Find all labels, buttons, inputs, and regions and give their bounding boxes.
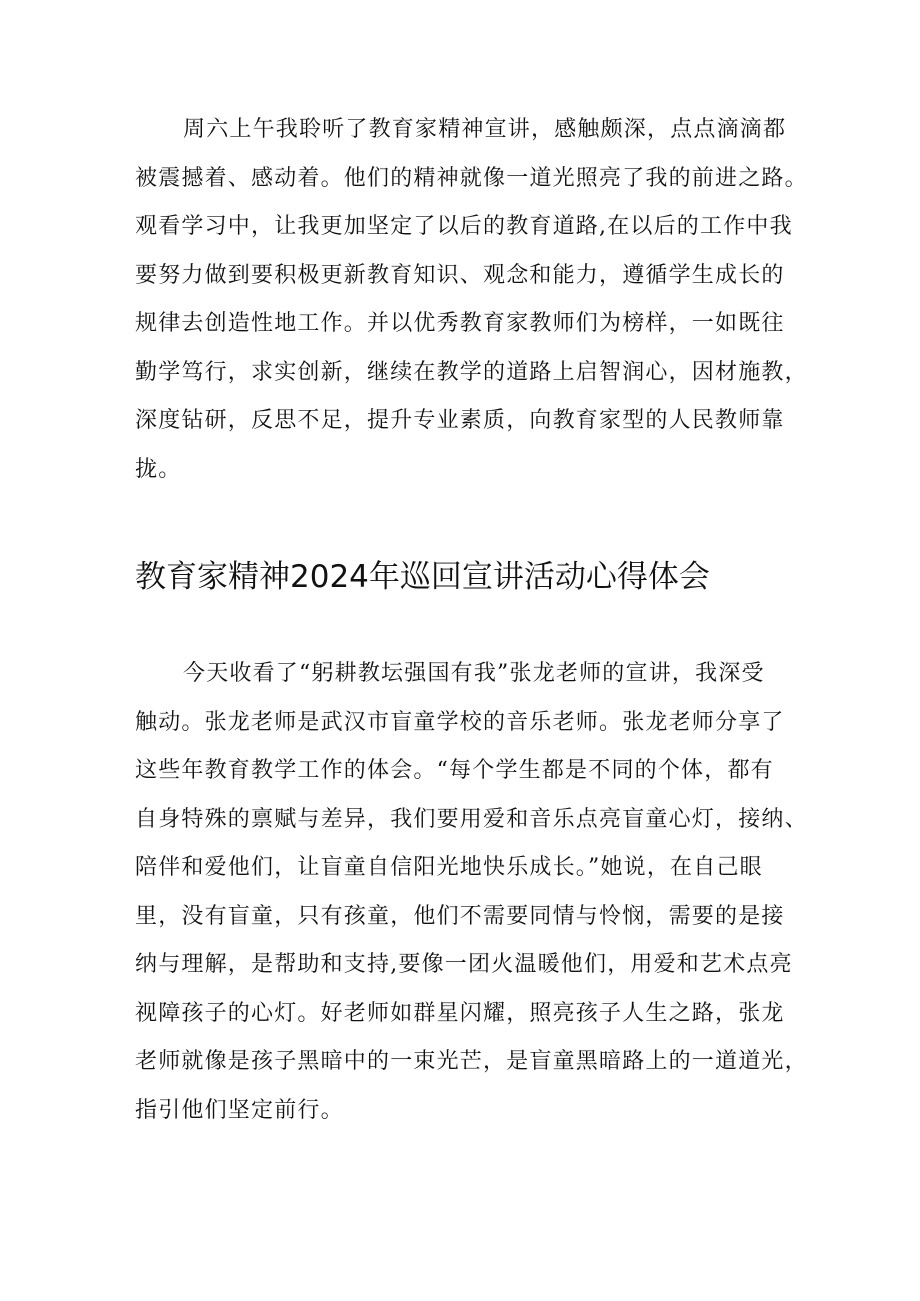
paragraph-line: 观看学习中，让我更加坚定了以后的教育道路,在以后的工作中我 — [135, 214, 793, 239]
paragraph-line: 陪伴和爱他们，让盲童自信阳光地快乐成长。”她说，在自己眼 — [135, 855, 763, 880]
paragraph-line: 这些年教育教学工作的体会。“每个学生都是不同的个体，都有 — [135, 758, 774, 783]
paragraph-line: 深度钻研，反思不足，提升专业素质，向教育家型的人民教师靠 — [135, 408, 785, 433]
paragraph-line: 今天收看了“躬耕教坛强国有我”张龙老师的宣讲，我深受 — [183, 661, 765, 686]
paragraph-line: 拢。 — [135, 456, 182, 482]
paragraph-line: 视障孩子的心灯。好老师如群星闪耀，照亮孩子人生之路，张龙 — [135, 1000, 785, 1026]
paragraph-line: 要努力做到要积极更新教育知识、观念和能力，遵循学生成长的 — [135, 262, 785, 288]
paragraph-line: 老师就像是孩子黑暗中的一束光芒，是盲童黑暗路上的一道道光， — [135, 1049, 808, 1074]
paragraph-line: 勤学笃行，求实创新，继续在教学的道路上启智润心，因材施教， — [135, 359, 808, 385]
section-title: 教育家精神2024年巡回宣讲活动心得体会 — [135, 559, 710, 595]
paragraph-line: 规律去创造性地工作。并以优秀教育家教师们为榜样，一如既往 — [135, 311, 785, 336]
paragraph-line: 自身特殊的禀赋与差异，我们要用爱和音乐点亮盲童心灯，接纳、 — [135, 806, 808, 832]
paragraph-line: 纳与理解，是帮助和支持,要像一团火温暖他们，用爱和艺术点亮 — [135, 952, 793, 977]
paragraph-line: 被震撼着、感动着。他们的精神就像一道光照亮了我的前进之路。 — [135, 165, 808, 191]
paragraph-line: 触动。张龙老师是武汉市盲童学校的音乐老师。张龙老师分享了 — [135, 709, 785, 735]
paragraph-reflection-2 — [135, 650, 808, 1135]
paragraph-line: 周六上午我聆听了教育家精神宣讲，感触颇深，点点滴滴都 — [183, 117, 787, 142]
paragraph-line: 指引他们坚定前行。 — [135, 1097, 344, 1123]
paragraph-reflection-1 — [135, 106, 808, 494]
paragraph-line: 里，没有盲童，只有孩童，他们不需要同情与怜悯，需要的是接 — [135, 903, 785, 929]
